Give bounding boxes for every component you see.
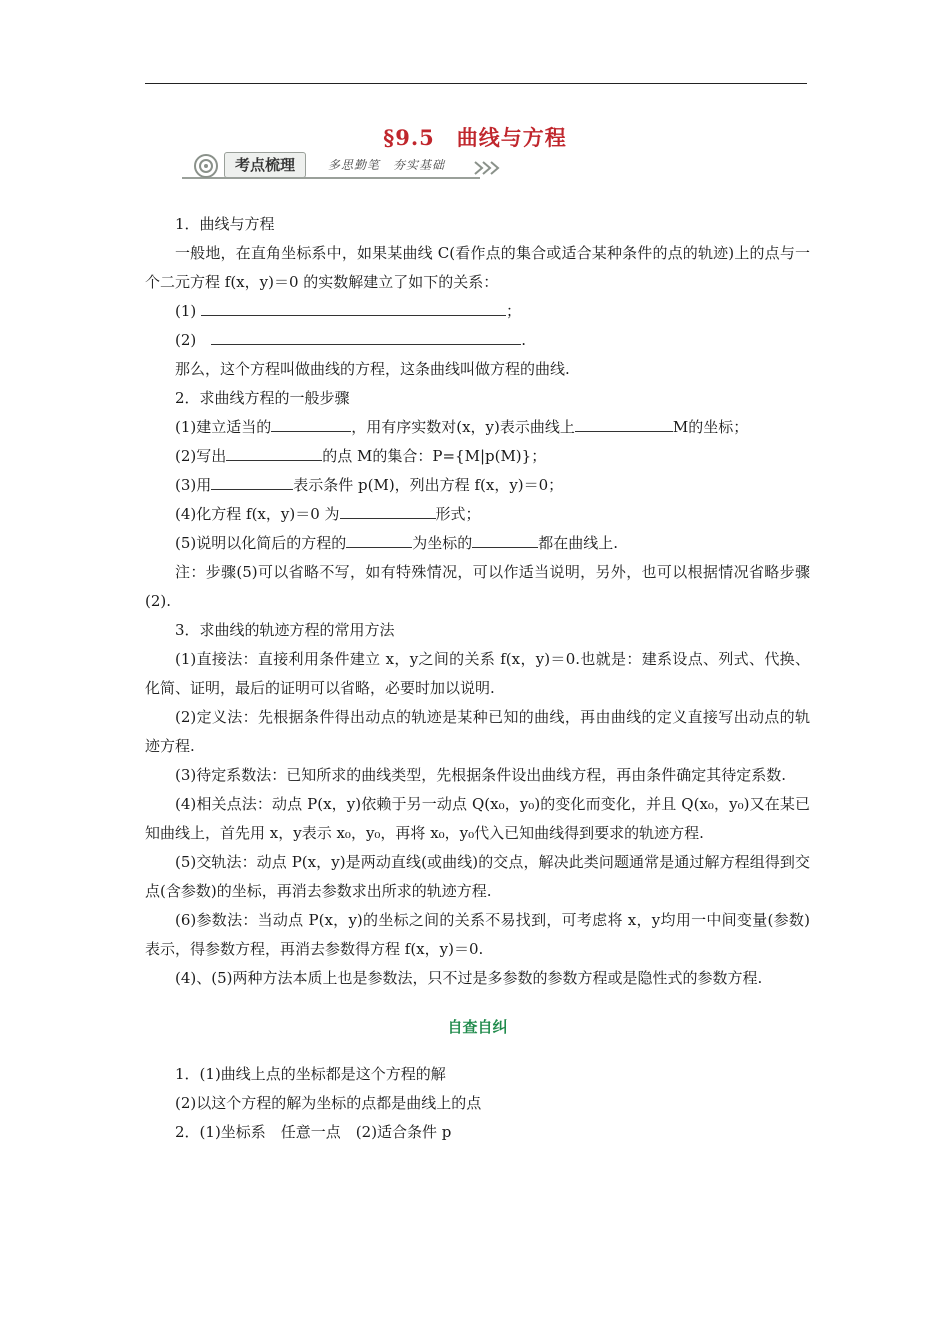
method-4: (4)相关点法：动点 P(x，y)依赖于另一动点 Q(x₀，y₀)的变化而变化，并且 Q(x₀，y₀)又在某已知曲线上，首先用 x，y表示 x₀，y₀，再将 x₀，y₀代入已知曲线得到要求的轨迹方程. xyxy=(145,795,810,842)
method-6: (6)参数法：当动点 P(x，y)的坐标之间的关系不易找到，可考虑将 x，y均用一中间变量(参数)表示，得参数方程，再消去参数得方程 f(x，y)＝0. xyxy=(145,911,810,958)
step-5-text-b: 为坐标的 xyxy=(412,534,473,552)
paragraph-1: 一般地，在直角坐标系中，如果某曲线 C(看作点的集合或适合某种条件的点的轨迹)上的点与一个二元方程 f(x，y)＝0 的实数解建立了如下的关系： xyxy=(145,244,810,291)
answer-2: (2)以这个方程的解为坐标的点都是曲线上的点 xyxy=(175,1094,482,1112)
method-3: (3)待定系数法：已知所求的曲线类型，先根据条件设出曲线方程，再由条件确定其待定系数. xyxy=(175,766,787,784)
step-1-text-b: ，用有序实数对(x，y)表示曲线上 xyxy=(351,418,575,436)
step-2 xyxy=(145,442,810,471)
step-1 xyxy=(145,413,810,442)
method-2: (2)定义法：先根据条件得出动点的轨迹是某种已知的曲线，再由曲线的定义直接写出动点的轨迹方程. xyxy=(145,708,810,755)
fill-blank xyxy=(201,299,506,316)
page-title: §9.5 曲线与方程 xyxy=(383,125,567,150)
answer-3: 2．(1)坐标系 任意一点 (2)适合条件 p xyxy=(175,1123,452,1141)
fill-blank xyxy=(211,328,521,345)
section-heading-self-check: 自查自纠 xyxy=(447,1018,508,1036)
step-5-text-c: 都在曲线上. xyxy=(538,534,619,552)
section-banner xyxy=(180,150,510,184)
step-5-text-a: (5)说明以化简后的方程的 xyxy=(175,534,347,552)
fill-blank xyxy=(340,502,436,519)
note: 注：步骤(5)可以省略不写，如有特殊情况，可以作适当说明，另外，也可以根据情况省略步骤(2). xyxy=(145,563,810,610)
fill-blank xyxy=(346,531,412,548)
method-note: (4)、(5)两种方法本质上也是参数法，只不过是多参数的参数方程或是隐性式的参数方程. xyxy=(175,969,763,987)
blank-end-1: ； xyxy=(506,302,522,320)
step-4-text-a: (4)化方程 f(x，y)＝0 为 xyxy=(175,505,340,523)
fill-blank xyxy=(575,415,673,432)
blank-label-2: (2) xyxy=(175,331,197,349)
method-5: (5)交轨法：动点 P(x，y)是两动直线(或曲线)的交点，解决此类问题通常是通过解方程组得到交点(含参数)的坐标，再消去参数求出所求的轨迹方程. xyxy=(145,853,810,900)
step-4-text-b: 形式； xyxy=(435,505,481,523)
heading-2: 2．求曲线方程的一般步骤 xyxy=(175,389,350,407)
banner-tag: 考点梳理 xyxy=(224,152,306,178)
blank-end-2: . xyxy=(521,331,527,349)
fill-blank xyxy=(211,473,293,490)
heading-3: 3．求曲线的轨迹方程的常用方法 xyxy=(175,621,395,639)
header-rule xyxy=(145,83,807,84)
fill-blank xyxy=(271,415,351,432)
method-1: (1)直接法：直接利用条件建立 x，y之间的关系 f(x，y)＝0.也就是：建系设点、列式、代换、化简、证明，最后的证明可以省略，必要时加以说明. xyxy=(145,650,810,697)
blank-line-1 xyxy=(145,297,810,326)
step-3-text-b: 表示条件 p(M)，列出方程 f(x，y)＝0； xyxy=(293,476,564,494)
fill-blank xyxy=(472,531,538,548)
heading-1: 1．曲线与方程 xyxy=(175,215,275,233)
paragraph-2: 那么，这个方程叫做曲线的方程，这条曲线叫做方程的曲线. xyxy=(175,360,570,378)
step-4 xyxy=(145,500,810,529)
banner-subtitle: 多思勤笔 夯实基础 xyxy=(328,158,446,172)
fill-blank xyxy=(226,444,322,461)
step-5 xyxy=(145,529,810,558)
blank-line-2 xyxy=(145,326,810,355)
blank-label-1: (1) xyxy=(175,302,197,320)
answer-1: 1．(1)曲线上点的坐标都是这个方程的解 xyxy=(175,1065,446,1083)
step-1-text-a: (1)建立适当的 xyxy=(175,418,272,436)
step-1-text-c: M的坐标； xyxy=(672,418,749,436)
step-2-text-b: 的点 M的集合：P={M|p(M)}； xyxy=(322,447,547,465)
main-content xyxy=(145,210,810,1147)
step-3 xyxy=(145,471,810,500)
step-3-text-a: (3)用 xyxy=(175,476,212,494)
step-2-text-a: (2)写出 xyxy=(175,447,227,465)
